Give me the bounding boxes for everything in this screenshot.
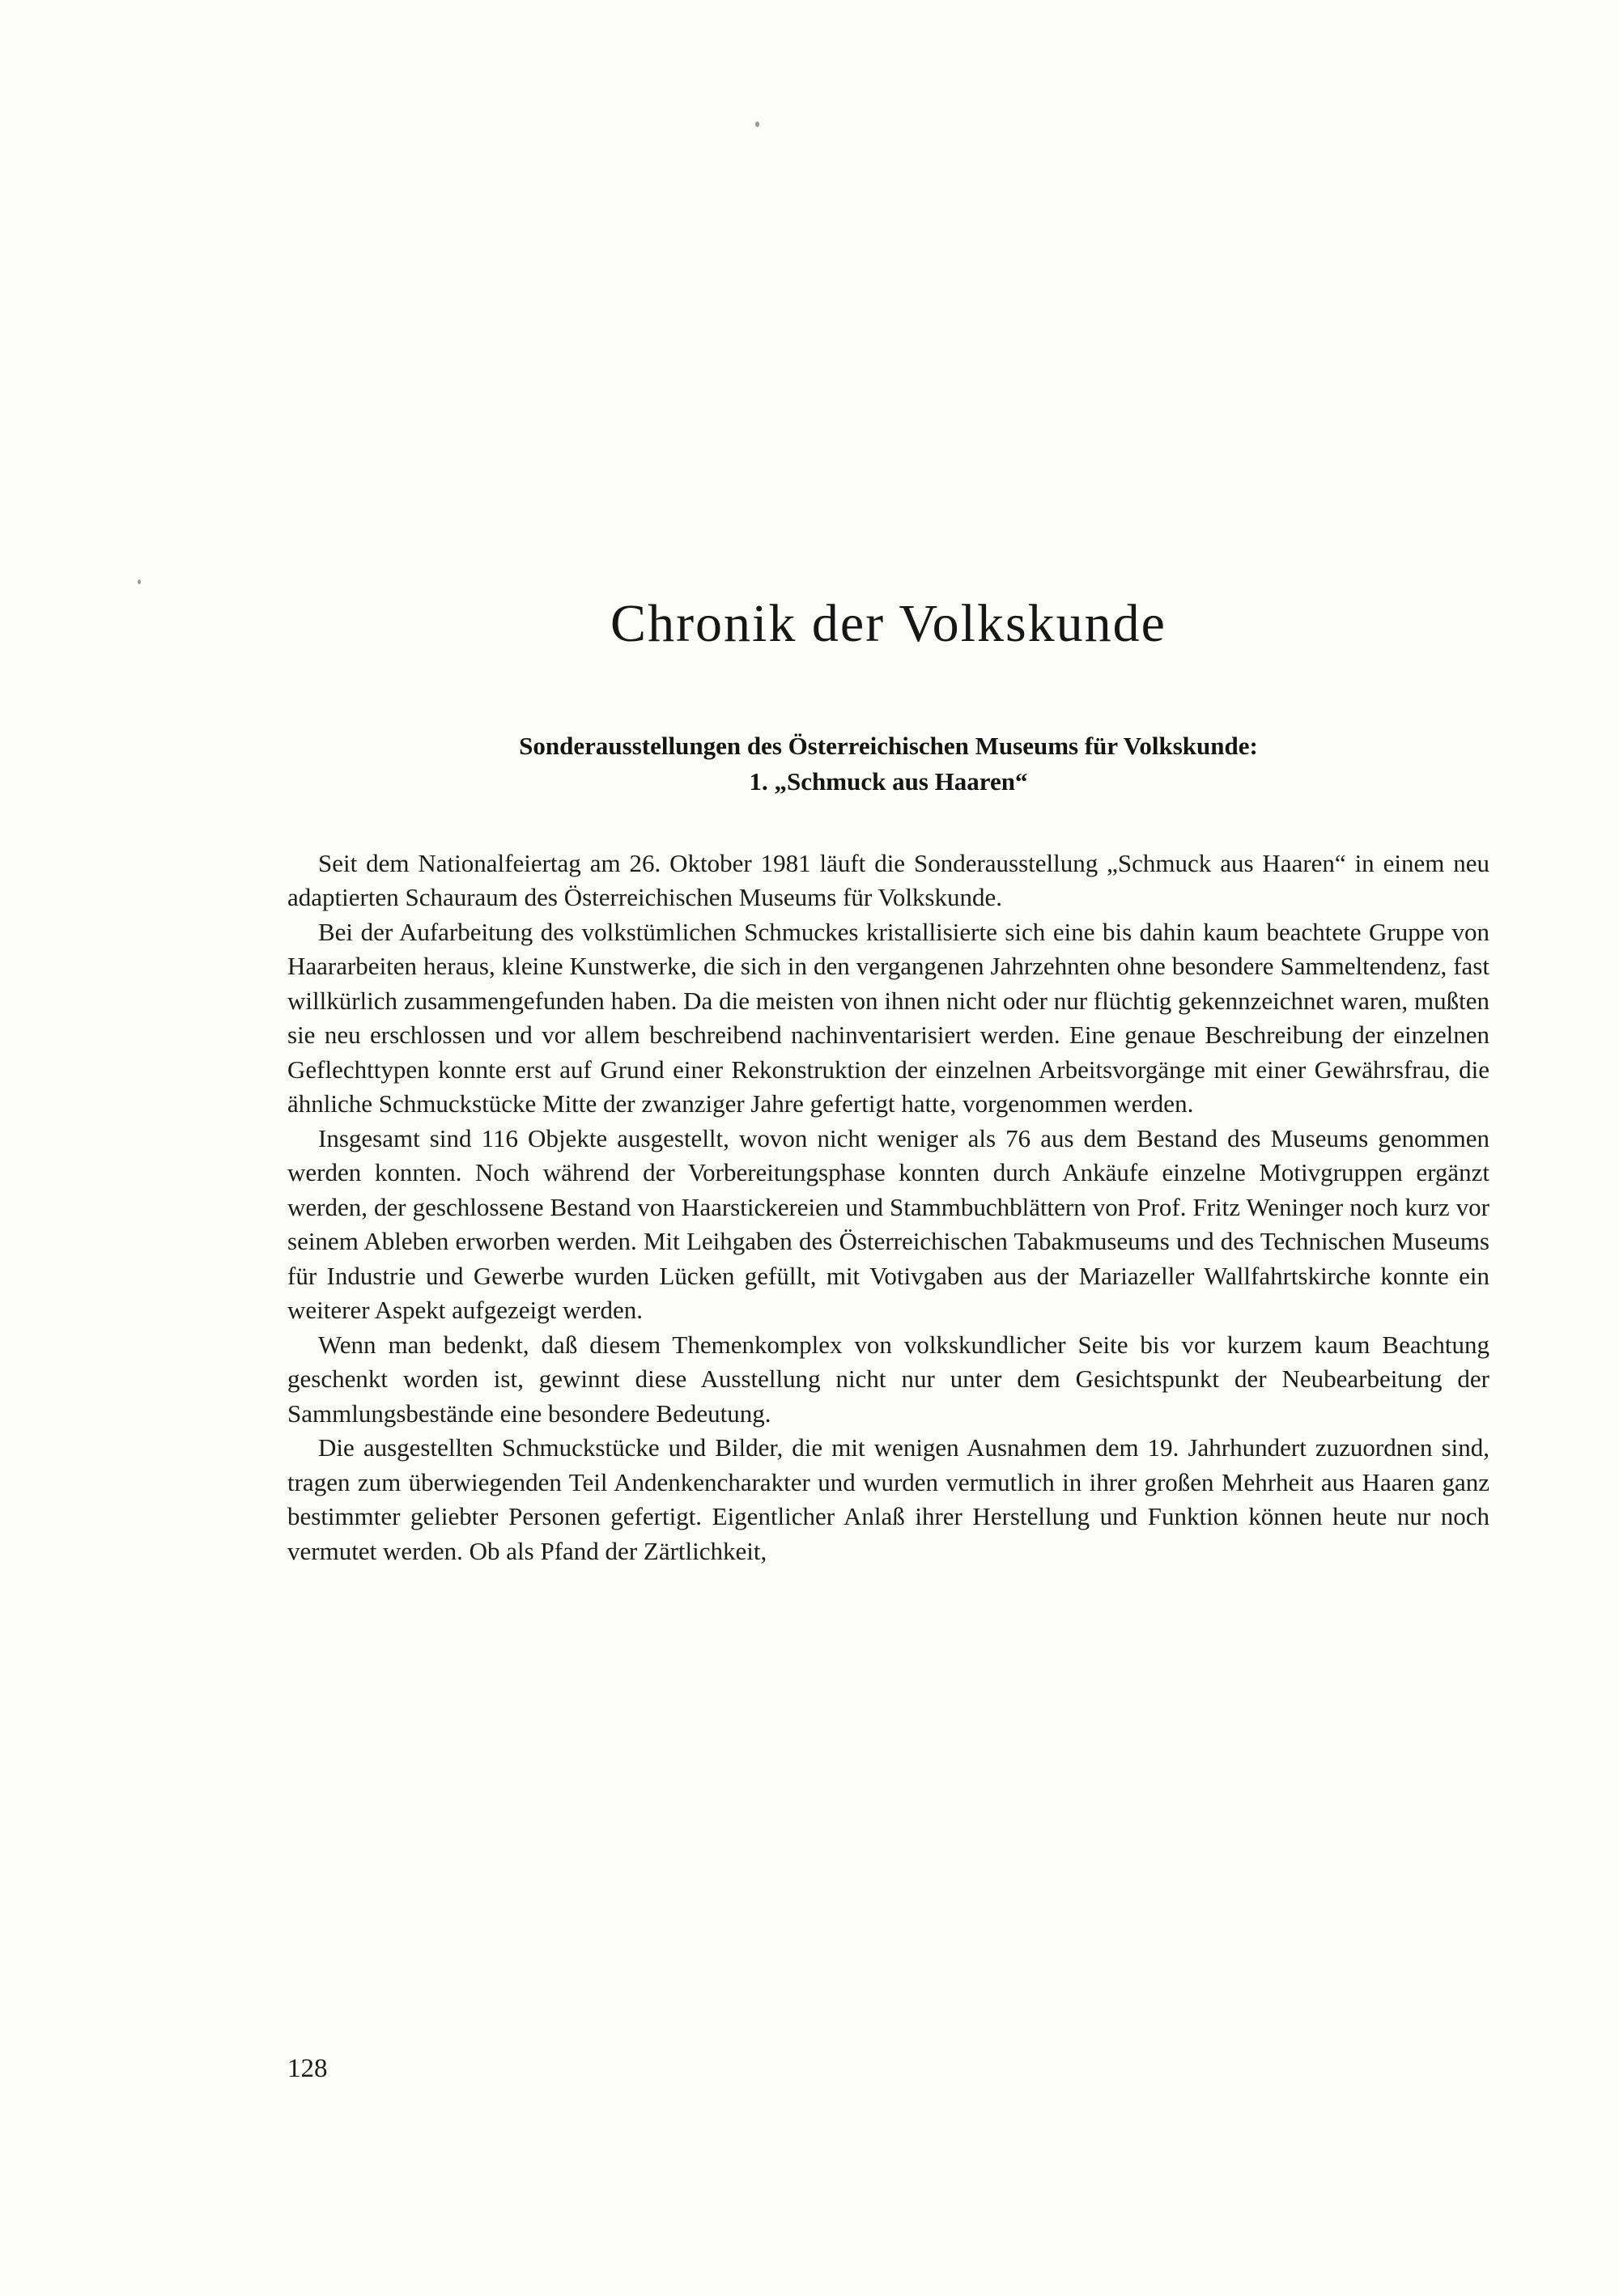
section-heading — [287, 728, 1489, 800]
text-block — [287, 595, 1489, 1568]
paragraph: Wenn man bedenkt, daß diesem Themenkomplex von volkskundlicher Seite bis vor kurzem kaum Beachtung geschenkt worden ist, gewinnt diese Ausstellung nicht nur unter dem Gesichtspunkt der Neubearbeitung der Sammlungsbestände eine besondere Bedeutung. — [287, 1330, 1489, 1428]
paragraph: Bei der Aufarbeitung des volkstümlichen Schmuckes kristallisierte sich eine bis dahin kaum beachtete Gruppe von Haararbeiten heraus, kleine Kunstwerke, die sich in den vergangenen Jahrzehnten ohne besondere Sammeltendenz, fast willkürlich zusammengefunden haben. Da die meisten von ihnen nicht oder nur flüchtig gekennzeichnet waren, mußten sie neu erschlossen und vor allem beschreibend nachinventarisiert werden. Eine genaue Beschreibung der einzelnen Geflechttypen konnte erst auf Grund einer Rekonstruktion der einzelnen Arbeitsvorgänge mit einer Gewährsfrau, die ähnliche Schmuckstücke Mitte der zwanziger Jahre gefertigt hatte, vorgenommen werden. — [287, 917, 1489, 1118]
scan-artifact — [755, 121, 759, 127]
paragraph: Insgesamt sind 116 Objekte ausgestellt, wovon nicht weniger als 76 aus dem Bestand des Museums genommen werden konnten. Noch während der Vorbereitungsphase konnten durch Ankäufe einzelne Motivgruppen ergänzt werden, der geschlossene Bestand von Haarstickereien und Stammbuchblättern von Prof. Fritz Weninger noch kurz vor seinem Ableben erworben werden. Mit Leihgaben des Österreichischen Tabakmuseums und des Technischen Museums für Industrie und Gewerbe wurden Lücken gefüllt, mit Votivgaben aus der Mariazeller Wallfahrtskirche konnte ein weiterer Aspekt aufgezeigt werden. — [287, 1123, 1489, 1325]
paragraph: Seit dem Nationalfeiertag am 26. Oktober 1981 läuft die Sonderausstellung „Schmuck aus Haaren“ in einem neu adaptierten Schauraum des Österreichischen Museums für Volkskunde. — [287, 848, 1489, 912]
section-heading-line1: Sonderausstellungen des Österreichischen Museums für Volkskunde: — [519, 731, 1258, 760]
page-title: Chronik der Volkskunde — [610, 594, 1166, 653]
section-heading-line2: 1. „Schmuck aus Haaren“ — [749, 766, 1028, 796]
body-text — [287, 847, 1489, 1569]
paragraph: Die ausgestellten Schmuckstücke und Bilder, die mit wenigen Ausnahmen dem 19. Jahrhundert zuzuordnen sind, tragen zum überwiegenden Teil Andenkencharakter und wurden vermutlich in ihrer großen Mehrheit aus Haaren ganz bestimmter geliebter Personen gefertigt. Eigentlicher Anlaß ihrer Herstellung und Funktion können heute nur noch vermutet werden. Ob als Pfand der Zärtlichkeit, — [287, 1433, 1489, 1565]
page-number: 128 — [287, 2054, 328, 2083]
scan-artifact — [138, 579, 141, 584]
